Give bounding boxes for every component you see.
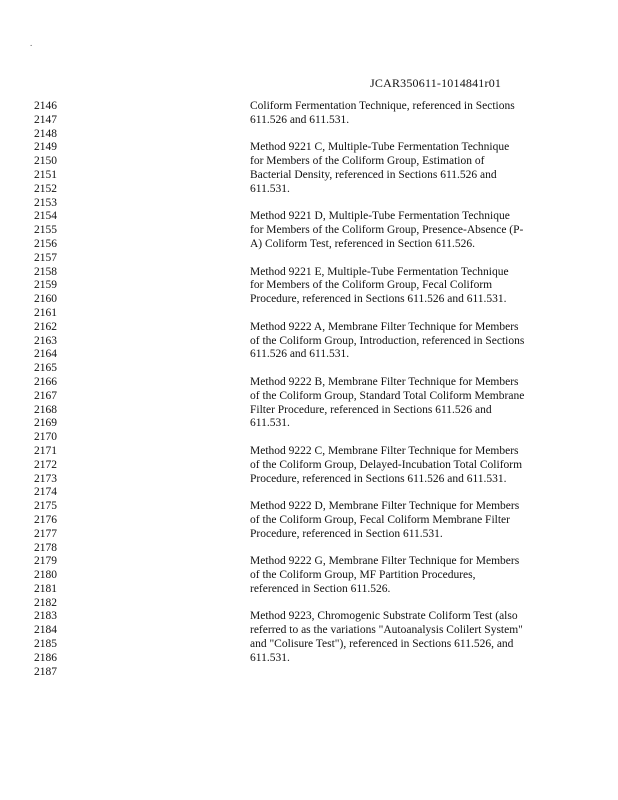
line-number: 2152 (34, 182, 57, 195)
text-line: Procedure, referenced in Sections 611.526 and 611.531. (250, 472, 507, 485)
line-number: 2153 (34, 196, 57, 209)
text-line: of the Coliform Group, Fecal Coliform Membrane Filter (250, 513, 510, 526)
line-number: 2147 (34, 113, 57, 126)
text-line: 611.531. (250, 651, 290, 664)
text-line: Method 9223, Chromogenic Substrate Coliform Test (also (250, 610, 518, 623)
text-line: Method 9222 A, Membrane Filter Technique for Members (250, 320, 519, 333)
text-line: for Members of the Coliform Group, Presence-Absence (P- (250, 224, 524, 237)
line-number: 2155 (34, 224, 57, 237)
text-line: for Members of the Coliform Group, Estimation of (250, 155, 485, 168)
line-number: 2173 (34, 472, 57, 485)
line-number: 2163 (34, 334, 57, 347)
text-line: 611.531. (250, 417, 290, 430)
line-number: 2146 (34, 100, 57, 112)
reference-paragraph (250, 555, 550, 596)
line-number: 2171 (34, 444, 57, 457)
text-line: Method 9222 B, Membrane Filter Technique for Members (250, 375, 519, 388)
line-number: 2178 (34, 541, 57, 554)
text-line: Method 9221 D, Multiple-Tube Fermentation Technique (250, 210, 510, 223)
line-number: 2164 (34, 348, 57, 361)
text-line: of the Coliform Group, Standard Total Coliform Membrane (250, 389, 525, 402)
line-number: 2184 (34, 624, 57, 637)
reference-paragraph (250, 321, 550, 362)
line-number: 2166 (34, 375, 57, 388)
text-line: and "Colisure Test"), referenced in Sections 611.526, and (250, 638, 514, 651)
line-number: 2158 (34, 265, 57, 278)
line-number: 2151 (34, 168, 57, 181)
line-number: 2161 (34, 306, 57, 319)
text-line: 611.531. (250, 182, 290, 195)
reference-paragraph (250, 445, 550, 486)
text-line: Bacterial Density, referenced in Sections 611.526 and (250, 168, 497, 181)
text-line: for Members of the Coliform Group, Fecal Coliform (250, 279, 493, 292)
text-line: Method 9221 C, Multiple-Tube Fermentation Technique (250, 141, 510, 154)
line-number: 2176 (34, 513, 57, 526)
reference-paragraph (250, 376, 550, 431)
reference-paragraph (250, 210, 550, 251)
text-line: A) Coliform Test, referenced in Section 611.526. (250, 237, 475, 250)
line-number: 2160 (34, 293, 57, 306)
reference-paragraph (250, 141, 550, 196)
reference-paragraph (250, 500, 550, 541)
line-number: 2172 (34, 458, 57, 471)
line-number: 2150 (34, 155, 57, 168)
line-number: 2149 (34, 141, 57, 154)
body-text (250, 100, 550, 679)
text-line: Procedure, referenced in Sections 611.526 and 611.531. (250, 293, 507, 306)
text-line: Procedure, referenced in Section 611.531. (250, 527, 443, 540)
text-line: referred to as the variations "Autoanalysis Colilert System" (250, 624, 523, 637)
line-number: 2165 (34, 362, 57, 375)
text-line: of the Coliform Group, Introduction, referenced in Sections (250, 334, 525, 347)
text-line: of the Coliform Group, Delayed-Incubation Total Coliform (250, 458, 523, 471)
line-number: 2168 (34, 403, 57, 416)
text-line: 611.526 and 611.531. (250, 113, 350, 126)
line-number: 2148 (34, 127, 57, 140)
line-number: 2167 (34, 389, 57, 402)
line-number: 2175 (34, 500, 57, 513)
text-line: Filter Procedure, referenced in Sections 611.526 and (250, 403, 492, 416)
corner-mark: . (30, 38, 33, 48)
text-line: Method 9222 C, Membrane Filter Technique for Members (250, 444, 519, 457)
line-number: 2162 (34, 320, 57, 333)
line-number: 2179 (34, 555, 57, 568)
line-number: 2183 (34, 610, 57, 623)
line-number: 2154 (34, 210, 57, 223)
line-number: 2181 (34, 582, 57, 595)
line-number: 2180 (34, 569, 57, 582)
text-line: 611.526 and 611.531. (250, 348, 350, 361)
line-number: 2159 (34, 279, 57, 292)
line-number: 2156 (34, 237, 57, 250)
reference-paragraph (250, 266, 550, 307)
document-header-code: JCAR350611-1014841r01 (370, 76, 502, 90)
line-number: 2185 (34, 638, 57, 651)
line-number: 2186 (34, 651, 57, 664)
line-number: 2157 (34, 251, 57, 264)
line-number: 2182 (34, 596, 57, 609)
line-number: 2187 (34, 665, 57, 678)
text-line: Method 9222 G, Membrane Filter Technique for Members (250, 555, 520, 568)
line-number: 2174 (34, 486, 57, 499)
text-line: Coliform Fermentation Technique, referenced in Sections (250, 100, 515, 112)
line-number: 2169 (34, 417, 57, 430)
line-number-column (34, 100, 94, 679)
text-line: referenced in Section 611.526. (250, 582, 391, 595)
line-number: 2170 (34, 431, 57, 444)
text-line: Method 9222 D, Membrane Filter Technique for Members (250, 500, 520, 513)
text-line: Method 9221 E, Multiple-Tube Fermentation Technique (250, 265, 509, 278)
reference-paragraph (250, 610, 550, 665)
text-line: of the Coliform Group, MF Partition Procedures, (250, 569, 476, 582)
line-number: 2177 (34, 527, 57, 540)
reference-paragraph (250, 100, 550, 128)
